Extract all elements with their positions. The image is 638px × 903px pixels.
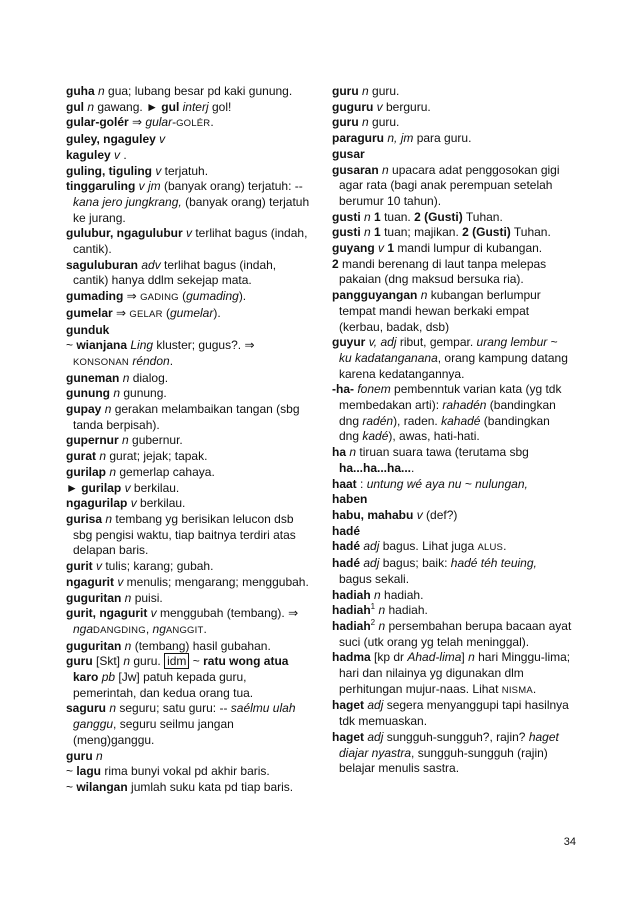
dictionary-entry bbox=[332, 210, 572, 226]
headword: hadé bbox=[332, 556, 361, 571]
entry-text: urang lembur bbox=[476, 335, 548, 350]
headword: kaguley bbox=[66, 147, 111, 162]
entry-text: . bbox=[532, 681, 537, 696]
entry-text: [Skt] bbox=[92, 654, 124, 669]
entry-text: tiruan suara tawa (terutama sbg bbox=[356, 445, 529, 460]
entry-text: gerakan melambaikan tangan (sbg tanda berpisah). bbox=[73, 402, 300, 432]
entry-text: ⇒ bbox=[128, 115, 146, 130]
headword: hadiah bbox=[332, 603, 371, 618]
entry-text: n bbox=[122, 433, 129, 448]
entry-text: menggubah (tembang). ⇒ bbox=[156, 606, 299, 621]
headword: haben bbox=[332, 492, 368, 507]
entry-text: ALUS bbox=[477, 542, 504, 554]
entry-text: ku kadatanganana bbox=[339, 350, 438, 365]
dictionary-entry bbox=[332, 650, 572, 698]
entry-text: n bbox=[113, 386, 121, 401]
dictionary-entry bbox=[66, 100, 312, 116]
sub-entry bbox=[66, 496, 312, 512]
entry-text: n bbox=[364, 225, 371, 240]
headword: hadiah bbox=[332, 587, 371, 602]
headword: ngagurit bbox=[66, 574, 114, 589]
sub-entry bbox=[66, 591, 312, 607]
headword: gusti bbox=[332, 209, 361, 224]
entry-text: hadé téh teuing, bbox=[450, 556, 537, 571]
entry-text: [kp dr bbox=[370, 650, 408, 665]
headword: guley, ngaguley bbox=[66, 132, 156, 147]
dictionary-entry bbox=[332, 382, 572, 445]
entry-text: GELAR bbox=[129, 308, 163, 320]
sub-entry bbox=[66, 481, 312, 497]
headword: ha bbox=[332, 445, 347, 460]
entry-text: Tuhan. bbox=[462, 209, 503, 224]
entry-text: gawang. ► bbox=[94, 99, 162, 114]
entry-text: n bbox=[104, 402, 112, 417]
entry-text: Tuhan. bbox=[510, 225, 551, 240]
entry-text: bagus. Lihat juga bbox=[379, 539, 478, 554]
headword: hadma bbox=[332, 650, 371, 665]
entry-text: n bbox=[364, 209, 371, 224]
headword: haat bbox=[332, 476, 357, 491]
entry-text: gular bbox=[145, 115, 173, 130]
dictionary-entry bbox=[332, 115, 572, 131]
headword: guguritan bbox=[66, 638, 122, 653]
headword: gurat bbox=[66, 449, 96, 464]
entry-text: terlihat bagus (indah, cantik). bbox=[73, 226, 308, 257]
headword: 2 (Gusti) bbox=[462, 225, 511, 240]
entry-text: saélmu ulah ganggu bbox=[73, 701, 296, 732]
headword: guguru bbox=[332, 99, 374, 114]
entry-text: tuan. bbox=[380, 209, 415, 224]
dictionary-entry bbox=[66, 402, 312, 433]
entry-text: adj bbox=[367, 729, 384, 744]
entry-text: (banyak orang) terjatuh: -- bbox=[160, 179, 303, 194]
entry-text: (tembang) hasil gubahan. bbox=[131, 638, 271, 653]
dictionary-entry bbox=[332, 477, 572, 493]
entry-text: kana jero jungkrang, bbox=[73, 194, 182, 209]
dictionary-entry bbox=[66, 84, 312, 100]
entry-text: ANGGIT bbox=[165, 624, 204, 636]
headword: tinggaruling bbox=[66, 179, 136, 194]
entry-text: rima bunyi vokal pd akhir baris. bbox=[101, 764, 270, 779]
entry-text: (def?) bbox=[422, 507, 458, 522]
entry-text: gumading bbox=[186, 289, 239, 304]
entry-text: réndon bbox=[132, 353, 170, 368]
entry-text: berkilau. bbox=[136, 496, 186, 511]
entry-text: GOLÉR bbox=[176, 118, 211, 130]
entry-text: . bbox=[503, 539, 507, 554]
sub-entry bbox=[332, 163, 572, 210]
entry-text: v bbox=[96, 559, 103, 574]
entry-text: n bbox=[378, 618, 386, 633]
entry-text: interj bbox=[182, 99, 209, 114]
headword: gurilap bbox=[81, 480, 122, 495]
entry-text: n bbox=[122, 370, 130, 385]
headword: 1 bbox=[387, 241, 395, 256]
entry-text: : bbox=[356, 476, 367, 491]
sub-entry bbox=[332, 131, 572, 147]
entry-text: . bbox=[169, 353, 174, 368]
entry-text: Ahad-lima bbox=[407, 650, 462, 665]
entry-text: hadiah. bbox=[385, 603, 428, 618]
headword: gusaran bbox=[332, 162, 379, 177]
entry-text: adj bbox=[367, 698, 384, 713]
entry-text: gol! bbox=[208, 99, 232, 114]
headword: 1 bbox=[374, 225, 381, 240]
entry-text: para guru. bbox=[413, 131, 472, 146]
headword: haget bbox=[332, 698, 365, 713]
entry-text: berguru. bbox=[382, 99, 431, 114]
sub-entry bbox=[332, 257, 572, 288]
entry-text: berkilau. bbox=[130, 480, 180, 495]
entry-text: mandi berenang di laut tanpa melepas pakaian (dng maksud bersuka ria). bbox=[338, 256, 547, 287]
entry-text: sungguh-sungguh?, rajin? bbox=[383, 729, 529, 744]
dictionary-entry bbox=[332, 225, 572, 241]
dictionary-entry bbox=[66, 289, 312, 306]
entry-text: tuan; majikan. bbox=[380, 225, 463, 240]
dictionary-entry bbox=[332, 588, 572, 604]
entry-text: seguru; satu guru: -- bbox=[116, 701, 231, 716]
entry-text: ► bbox=[66, 480, 82, 495]
entry-text: 2 bbox=[370, 617, 376, 627]
entry-text: . bbox=[411, 460, 415, 475]
headword: 2 (Gusti) bbox=[414, 209, 463, 224]
headword: guneman bbox=[66, 370, 120, 385]
entry-text: n bbox=[362, 84, 369, 98]
headword: gusar bbox=[332, 146, 365, 161]
headword: gurit bbox=[66, 559, 93, 574]
headword: guyang bbox=[332, 241, 375, 256]
dictionary-entry bbox=[66, 433, 312, 449]
dictionary-entry bbox=[332, 524, 572, 540]
dictionary-entry bbox=[332, 84, 572, 100]
entry-text: n bbox=[362, 115, 369, 130]
entry-text: puisi. bbox=[131, 590, 163, 605]
headword: ngagurilap bbox=[66, 496, 128, 511]
dictionary-entry bbox=[332, 241, 572, 257]
entry-text: DANGDING bbox=[93, 624, 146, 636]
headword: -ha- bbox=[332, 382, 354, 397]
sub-entry bbox=[66, 148, 312, 164]
dictionary-entry bbox=[332, 539, 572, 556]
entry-text: ). bbox=[238, 289, 247, 304]
entry-text: v bbox=[416, 507, 423, 522]
sub-entry bbox=[332, 288, 572, 335]
entry-text: ). bbox=[213, 305, 221, 320]
entry-text: segera menyanggupi tapi hasilnya tdk memuaskan. bbox=[339, 698, 569, 729]
dictionary-entry bbox=[332, 698, 572, 729]
entry-text: v bbox=[159, 132, 166, 147]
headword: guru bbox=[66, 654, 93, 669]
entry-text: - bbox=[172, 115, 177, 130]
headword: gular-golér bbox=[66, 115, 129, 130]
entry-text: idm bbox=[164, 653, 189, 669]
entry-text: kahadé bbox=[441, 413, 481, 428]
sub-entry bbox=[66, 179, 312, 226]
entry-text: dialog. bbox=[129, 370, 169, 385]
sub-entry bbox=[66, 701, 312, 748]
sub-entry bbox=[66, 338, 312, 370]
headword: gul bbox=[66, 99, 84, 114]
headword: ratu wong atua karo bbox=[73, 654, 289, 685]
entry-text: ng bbox=[152, 621, 166, 636]
headword: gumading bbox=[66, 289, 124, 304]
dictionary-entry bbox=[332, 492, 572, 508]
entry-text: bagus; baik: bbox=[379, 556, 451, 571]
entry-text: haget diajar nyastra bbox=[339, 729, 559, 760]
headword: pangguyangan bbox=[332, 288, 418, 303]
entry-text: rahadén bbox=[442, 398, 487, 413]
entry-text: , orang kampung datang karena kedatangannya. bbox=[339, 350, 568, 381]
headword: gurisa bbox=[66, 511, 103, 526]
dictionary-entry bbox=[332, 147, 572, 163]
entry-text: v bbox=[150, 606, 157, 621]
headword: habu, mahabu bbox=[332, 507, 414, 522]
entry-text: n bbox=[123, 654, 131, 669]
dictionary-entry bbox=[66, 226, 312, 257]
entry-text: ), awas, hati-hati. bbox=[388, 429, 480, 444]
headword: paraguru bbox=[332, 131, 385, 146]
entry-text: kubangan berlumpur tempat mandi hewan berkaki empat (kerbau, badak, dsb) bbox=[339, 288, 541, 334]
entry-text: v bbox=[114, 147, 121, 162]
entry-text: n bbox=[96, 748, 103, 763]
headword: gumelar bbox=[66, 305, 113, 320]
sub-entry bbox=[66, 639, 312, 655]
entry-text: n bbox=[374, 587, 381, 602]
headword: wianjana bbox=[76, 338, 128, 353]
entry-text: gemerlap cahaya. bbox=[116, 464, 215, 479]
entry-text: persembahan berupa bacaan ayat suci (utk orang yg telah meninggal). bbox=[339, 618, 572, 649]
entry-text: n bbox=[124, 590, 132, 605]
entry-text: . bbox=[120, 147, 127, 162]
headword: hadé bbox=[332, 539, 361, 554]
headword: gurit, ngagurit bbox=[66, 606, 148, 621]
entry-text: n bbox=[124, 638, 132, 653]
entry-text: jumlah suku kata pd tiap baris. bbox=[127, 779, 294, 794]
entry-text: radén bbox=[362, 413, 394, 428]
headword: haget bbox=[332, 729, 365, 744]
entry-text: ~ bbox=[66, 764, 77, 779]
entry-text: n bbox=[105, 511, 113, 526]
entry-text: ~ bbox=[189, 654, 204, 669]
entry-text: hadiah. bbox=[380, 587, 424, 602]
left-column bbox=[66, 84, 312, 796]
entry-text: guru. bbox=[130, 654, 165, 669]
sub-entry bbox=[66, 575, 312, 591]
entry-text: gua; lubang besar pd kaki gunung. bbox=[104, 84, 293, 98]
entry-text: [Jw] patuh kepada guru, pemerintah, dan kedua orang tua. bbox=[73, 670, 254, 700]
entry-text: v bbox=[124, 480, 131, 495]
dictionary-entry bbox=[332, 619, 572, 650]
entry-text: nga bbox=[73, 621, 94, 636]
dictionary-entry bbox=[66, 465, 312, 481]
dictionary-entry bbox=[66, 512, 312, 559]
dictionary-entry bbox=[66, 164, 312, 180]
headword: lagu bbox=[76, 764, 102, 779]
headword: gupay bbox=[66, 402, 102, 417]
entry-text: GADING bbox=[140, 292, 179, 304]
entry-text: n bbox=[109, 464, 117, 479]
entry-text: ~ bbox=[547, 335, 558, 350]
entry-text: ~ bbox=[66, 338, 77, 353]
entry-text: menulis; mengarang; menggubah. bbox=[123, 574, 309, 589]
dictionary-entry bbox=[66, 306, 312, 323]
entry-text: gumelar bbox=[169, 305, 214, 320]
sub-entry bbox=[66, 258, 312, 289]
headword: guyur bbox=[332, 335, 366, 350]
right-column bbox=[332, 84, 572, 777]
entry-text: ⇒ bbox=[112, 305, 130, 320]
entry-text: ( bbox=[178, 289, 187, 304]
entry-text: n bbox=[99, 449, 107, 464]
entry-text: kadé bbox=[362, 429, 389, 444]
entry-text: tembang yg berisikan lelucon dsb sbg pengisi waktu, tiap baitnya terdiri atas delapan baris. bbox=[73, 511, 296, 558]
headword: hadé bbox=[332, 523, 361, 538]
headword: guling, tiguling bbox=[66, 163, 152, 178]
headword: gusti bbox=[332, 225, 361, 240]
headword: gupernur bbox=[66, 433, 119, 448]
headword: gurilap bbox=[66, 464, 107, 479]
entry-text: n bbox=[98, 84, 105, 98]
entry-text: untung wé aya nu ~ nulungan, bbox=[366, 476, 528, 491]
dictionary-entry bbox=[332, 730, 572, 777]
headword: guguritan bbox=[66, 590, 122, 605]
dictionary-entry bbox=[66, 749, 312, 765]
dictionary-entry bbox=[66, 654, 312, 701]
entry-text: n bbox=[109, 701, 117, 716]
dictionary-entry bbox=[66, 386, 312, 402]
entry-text: v bbox=[376, 99, 383, 114]
headword: guru bbox=[332, 115, 359, 130]
entry-text: v bbox=[130, 496, 137, 511]
entry-text: adv bbox=[141, 257, 161, 272]
entry-text: bagus sekali. bbox=[339, 571, 410, 586]
dictionary-entry bbox=[66, 371, 312, 387]
headword: guha bbox=[66, 84, 95, 98]
entry-text: fonem bbox=[357, 382, 391, 397]
entry-text: n bbox=[87, 99, 95, 114]
entry-text: ribut, gempar. bbox=[396, 335, 477, 350]
dictionary-entry bbox=[66, 449, 312, 465]
entry-text: mandi lumpur di kubangan. bbox=[394, 241, 543, 256]
entry-text: kluster; gugus?. ⇒ bbox=[153, 338, 255, 353]
entry-text: terlihat bagus (indah, cantik) hanya ddlm sekejap mata. bbox=[73, 257, 277, 288]
headword: hadiah bbox=[332, 618, 371, 633]
dictionary-entry bbox=[332, 445, 572, 476]
entry-text: terjatuh. bbox=[161, 163, 209, 178]
dictionary-entry bbox=[66, 559, 312, 575]
entry-text: gubernur. bbox=[128, 433, 183, 448]
entry-text: (bandingkan dng bbox=[339, 398, 556, 428]
entry-text: Ling bbox=[130, 338, 154, 353]
headword: guru bbox=[66, 748, 93, 763]
headword: gunduk bbox=[66, 322, 110, 337]
entry-text: , seguru seilmu jangan (meng)ganggu. bbox=[73, 717, 234, 747]
entry-text: 1 bbox=[370, 602, 376, 612]
entry-text: tulis; karang; gubah. bbox=[102, 559, 214, 574]
entry-text: , sungguh-sungguh (rajin) belajar menulis sastra. bbox=[339, 745, 548, 776]
entry-text: ), raden. bbox=[393, 413, 442, 428]
entry-text: upacara adat penggosokan gigi agar rata (bagi anak perempuan setelah berumur 10 tahun). bbox=[339, 162, 560, 208]
entry-text: n bbox=[349, 445, 357, 460]
entry-text: pembenntuk varian kata (yg tdk membedakan arti): bbox=[339, 382, 562, 413]
sub-entry bbox=[332, 100, 572, 116]
entry-text: NISMA bbox=[501, 684, 533, 696]
dictionary-entry bbox=[332, 556, 572, 587]
entry-text: adj bbox=[363, 556, 380, 571]
headword: wilangan bbox=[76, 779, 128, 794]
entry-text: , bbox=[145, 621, 153, 636]
entry-text: gunung. bbox=[120, 386, 167, 401]
dictionary-entry bbox=[332, 335, 572, 382]
entry-text: adj bbox=[363, 539, 380, 554]
entry-text: (bandingkan dng bbox=[339, 413, 550, 444]
entry-text: KONSONAN bbox=[73, 356, 129, 368]
entry-text: . bbox=[203, 621, 207, 636]
entry-text: ⇒ bbox=[123, 289, 141, 304]
dictionary-entry bbox=[332, 508, 572, 524]
entry-text: pb bbox=[101, 670, 116, 685]
entry-text: n bbox=[382, 162, 389, 177]
headword: 1 bbox=[374, 209, 381, 224]
entry-text: v bbox=[155, 163, 162, 178]
dictionary-entry bbox=[66, 115, 312, 132]
headword: gunung bbox=[66, 386, 110, 401]
entry-text: v jm bbox=[138, 179, 161, 194]
entry-text: n bbox=[420, 288, 428, 303]
sub-entry bbox=[66, 780, 312, 796]
entry-text: v bbox=[378, 241, 385, 256]
entry-text: ~ bbox=[66, 779, 77, 794]
entry-text: n bbox=[468, 650, 475, 665]
entry-text: ] bbox=[461, 650, 469, 665]
headword: saguluburan bbox=[66, 257, 139, 272]
dictionary-entry bbox=[66, 606, 312, 638]
headword: saguru bbox=[66, 701, 107, 716]
dictionary-entry bbox=[66, 323, 312, 339]
entry-text: guru. bbox=[368, 115, 400, 130]
page-number: 34 bbox=[563, 836, 576, 848]
sub-entry bbox=[66, 764, 312, 780]
entry-text: ( bbox=[162, 305, 170, 320]
entry-text: v, adj bbox=[368, 335, 397, 350]
dictionary-entry bbox=[66, 132, 312, 148]
entry-text: v bbox=[117, 574, 124, 589]
entry-text: gurat; jejak; tapak. bbox=[106, 449, 208, 464]
entry-text: v bbox=[186, 226, 192, 241]
entry-text: guru. bbox=[368, 84, 400, 98]
entry-text: (banyak orang) terjatuh ke jurang. bbox=[73, 194, 310, 225]
headword: gulubur, ngagulubur bbox=[66, 226, 183, 241]
dictionary-entry bbox=[332, 603, 572, 619]
headword: ha...ha...ha... bbox=[339, 460, 412, 475]
headword: 2 bbox=[332, 256, 339, 271]
entry-text: . bbox=[210, 115, 214, 130]
headword: guru bbox=[332, 84, 359, 98]
headword: gul bbox=[161, 99, 180, 114]
entry-text: n bbox=[378, 603, 386, 618]
entry-text: hari Minggu-lima; hari dan nilainya yg digunakan dlm perhitungan mujur-naas. Lihat bbox=[339, 650, 571, 696]
entry-text: n, jm bbox=[387, 131, 414, 146]
